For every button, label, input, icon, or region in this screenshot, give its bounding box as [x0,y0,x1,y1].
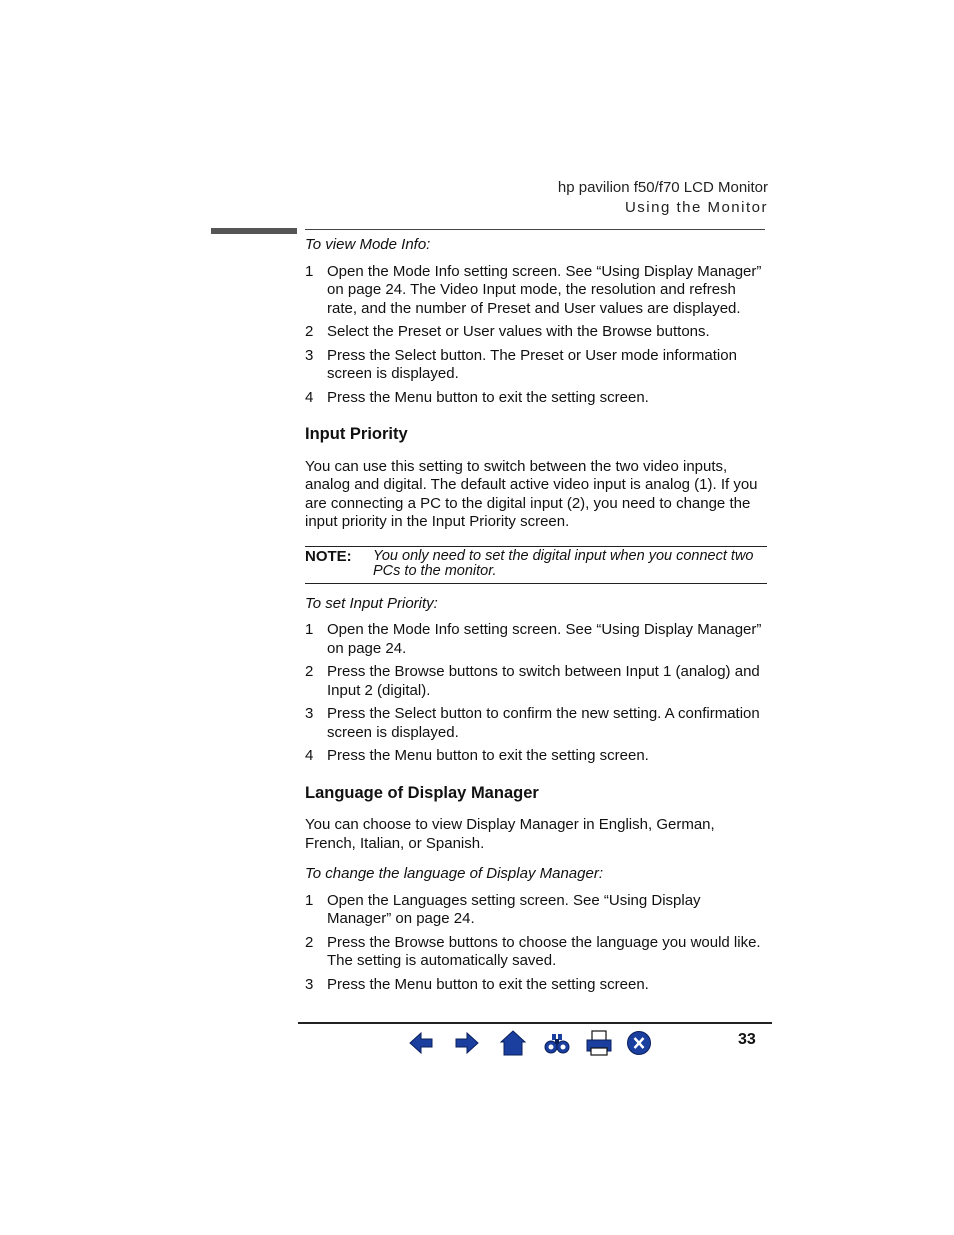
step-number: 2 [305,663,314,680]
language-steps [305,892,767,995]
step-text: Press the Menu button to exit the setting screen. [327,975,649,993]
list-item [305,347,767,384]
mode-info-steps [305,263,767,408]
binoculars-icon[interactable] [544,1030,570,1056]
step-number: 1 [305,262,314,280]
list-item [305,747,767,766]
step-text: Open the Languages setting screen. See “Using Display Manager” on page 24. [327,891,701,927]
list-item [305,976,767,995]
header-rule [305,229,765,230]
page-number: 33 [738,1031,756,1048]
step-number: 1 [305,621,314,638]
list-item [305,892,767,929]
running-header-product: hp pavilion f50/f70 LCD Monitor [557,179,768,196]
list-item [305,934,767,971]
note-box [305,546,767,584]
mode-info-intro: To view Mode Info: [305,236,431,253]
list-item [305,663,767,700]
step-number: 2 [305,933,314,951]
language-heading: Language of Display Manager [305,783,539,802]
language-body: You can choose to view Display Manager in English, German, French, Italian, or Spanish. [305,816,715,852]
list-item [305,705,767,742]
page-content [305,236,767,999]
input-priority-body: You can use this setting to switch between the two video inputs, analog and digital. The default active video input is analog (1). If you are connecting a PC to the digital input (2), you need to change the input priority in the Input Priority screen. [305,457,758,530]
step-text: Open the Mode Info setting screen. See “Using Display Manager” on page 24. The Video Input mode, the resolution and refresh rate, and the number of Preset and User values are displayed. [327,262,762,317]
list-item [305,323,767,342]
step-number: 2 [305,323,314,340]
step-text: Press the Select button to confirm the new setting. A confirmation screen is displayed. [327,705,760,741]
step-number: 4 [305,747,314,764]
note-label: NOTE: [305,547,352,565]
step-text: Press the Menu button to exit the setting screen. [327,388,649,406]
running-header-section: Using the Monitor [624,199,768,216]
forward-arrow-icon[interactable] [454,1030,480,1056]
language-intro: To change the language of Display Manager: [305,865,603,882]
input-priority-intro: To set Input Priority: [305,594,438,612]
step-text: Press the Browse buttons to choose the language you would like. The setting is automatically saved. [327,933,761,969]
home-icon[interactable] [500,1030,526,1056]
step-text: Press the Menu button to exit the setting screen. [327,747,649,764]
step-number: 3 [305,975,314,993]
step-number: 4 [305,388,314,406]
list-item [305,263,767,319]
section-marker-bar [211,228,297,234]
step-number: 3 [305,705,314,722]
step-text: Select the Preset or User values with the Browse buttons. [327,323,710,340]
step-number: 1 [305,891,314,909]
input-priority-heading: Input Priority [305,425,408,443]
list-item [305,389,767,408]
step-text: Open the Mode Info setting screen. See “Using Display Manager” on page 24. [327,621,762,657]
footer-rule [298,1022,772,1024]
step-text: Press the Select button. The Preset or User mode information screen is displayed. [327,346,737,382]
step-text: Press the Browse buttons to switch between Input 1 (analog) and Input 2 (digital). [327,663,760,699]
printer-icon[interactable] [586,1030,612,1056]
back-arrow-icon[interactable] [408,1030,434,1056]
list-item [305,621,767,658]
step-number: 3 [305,346,314,364]
note-text: You only need to set the digital input when you connect two PCs to the monitor. [373,547,754,579]
input-priority-steps [305,621,767,766]
close-icon[interactable] [626,1030,652,1056]
